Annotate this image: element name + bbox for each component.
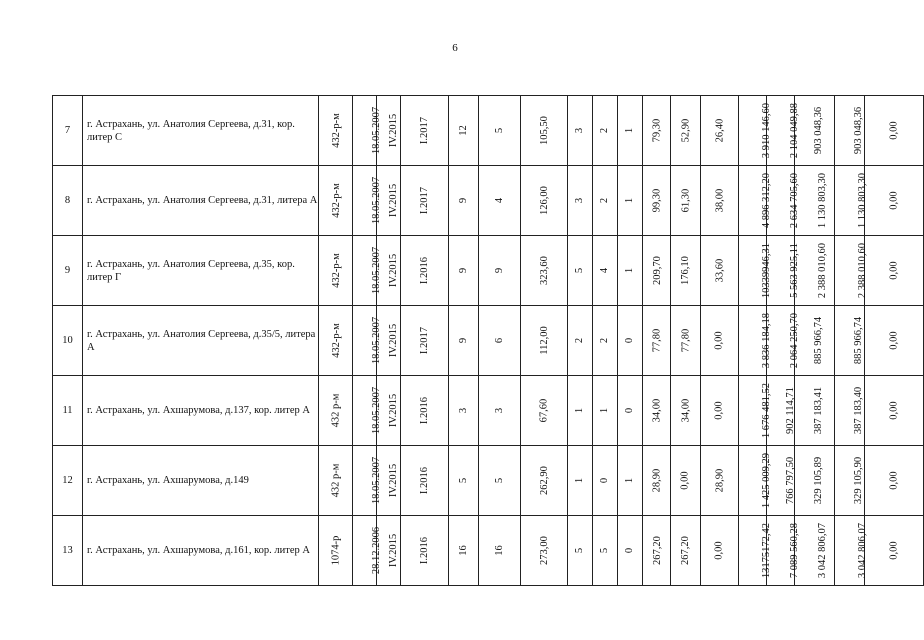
decree-number	[319, 306, 353, 376]
cost-other-text: 0,00	[888, 401, 900, 420]
decree-number-text: 432-р-м	[330, 183, 342, 218]
relocation-end-text: I.2016	[419, 536, 430, 565]
row-number: 12	[53, 446, 83, 516]
table-row	[53, 446, 924, 516]
decree-date	[353, 446, 383, 516]
living-area-municipal-text: 0,00	[680, 471, 691, 490]
apartments-total	[568, 306, 593, 376]
living-area-municipal-text: 61,30	[680, 188, 691, 213]
relocation-start-text: IV.2015	[388, 533, 400, 568]
housing-registry-table	[52, 95, 924, 586]
decree-date-text: 28.12.2006	[371, 526, 383, 575]
relocated-count-text: 9	[494, 267, 505, 274]
table-row	[53, 96, 924, 166]
living-area-private	[701, 516, 739, 586]
cost-region-text: 3 042 806,07	[817, 522, 829, 579]
row-number: 7	[53, 96, 83, 166]
total-area	[521, 96, 568, 166]
cost-region	[795, 376, 835, 446]
table-row	[53, 516, 924, 586]
apartments-municipal-text: 2	[599, 337, 611, 344]
relocated-count	[479, 446, 521, 516]
cost-total	[739, 236, 773, 306]
relocation-end-text: I.2017	[419, 186, 430, 215]
residents-count	[449, 306, 479, 376]
living-area-municipal-text: 267,20	[680, 536, 691, 565]
decree-date	[353, 236, 383, 306]
cost-fund-text: 2 104 049,88	[789, 102, 801, 159]
decree-number-text: 432-р-м	[330, 323, 342, 358]
total-area	[521, 376, 568, 446]
total-area-text: 323,60	[538, 256, 550, 285]
living-area-municipal	[671, 236, 701, 306]
relocated-count-text: 5	[494, 127, 505, 134]
living-area-private-text: 33,60	[714, 258, 725, 283]
relocation-start	[377, 376, 401, 446]
living-area-total	[643, 166, 671, 236]
living-area-private	[701, 446, 739, 516]
apartments-municipal	[593, 306, 618, 376]
cost-other	[865, 516, 924, 586]
cost-region-text: 387 183,41	[813, 386, 825, 435]
cost-municipal	[835, 236, 869, 306]
relocation-start-text: IV.2015	[388, 323, 400, 358]
relocation-start-text: IV.2015	[388, 183, 400, 218]
apartments-total	[568, 236, 593, 306]
living-area-private	[701, 236, 739, 306]
relocation-start-text: IV.2015	[388, 463, 400, 498]
page-number: 6	[452, 42, 458, 54]
decree-number-text: 432-р-м	[330, 113, 342, 148]
residents-count	[449, 376, 479, 446]
cost-fund-text: 2 064 250,70	[789, 312, 801, 369]
relocation-end	[401, 96, 449, 166]
cost-municipal	[835, 446, 865, 516]
total-area-text: 105,50	[538, 116, 550, 145]
decree-number-text: 432-р-м	[330, 253, 342, 288]
apartments-private-text: 0	[624, 547, 636, 554]
cost-total	[739, 446, 773, 516]
address-cell: г. Астрахань, ул. Ахшарумова, д.137, кор. литер А	[83, 376, 319, 446]
address-cell: г. Астрахань, ул. Анатолия Сергеева, д.31, кор. литер С	[83, 96, 319, 166]
apartments-municipal-text: 5	[599, 547, 611, 554]
decree-number	[319, 96, 353, 166]
apartments-total-text: 3	[574, 127, 586, 134]
relocation-end	[401, 166, 449, 236]
decree-date	[353, 516, 383, 586]
cost-other-text: 0,00	[888, 261, 900, 280]
total-area	[521, 166, 568, 236]
apartments-private	[618, 306, 643, 376]
cost-total-text: 13175172,42	[761, 522, 773, 579]
cost-municipal-text: 3 042 806,07	[857, 522, 869, 579]
living-area-total	[643, 446, 671, 516]
decree-number-text: 432 р-м	[330, 393, 342, 428]
living-area-municipal	[671, 96, 701, 166]
apartments-municipal-text: 4	[599, 267, 611, 274]
row-number: 9	[53, 236, 83, 306]
cost-municipal	[835, 306, 865, 376]
relocation-end-text: I.2016	[419, 256, 430, 285]
relocated-count-text: 5	[494, 477, 505, 484]
residents-count-text: 3	[458, 407, 469, 414]
table-row	[53, 376, 924, 446]
apartments-municipal	[593, 96, 618, 166]
relocated-count	[479, 236, 521, 306]
cost-total	[739, 516, 773, 586]
decree-date-text: 18.05.2007	[371, 246, 383, 295]
relocation-end-text: I.2017	[419, 326, 430, 355]
living-area-total	[643, 376, 671, 446]
apartments-total	[568, 96, 593, 166]
address-cell: г. Астрахань, ул. Ахшарумова, д.149	[83, 446, 319, 516]
apartments-private	[618, 446, 643, 516]
cost-other	[865, 236, 924, 306]
decree-date	[353, 166, 383, 236]
decree-number	[319, 376, 353, 446]
cost-fund-text: 7 089 560,28	[789, 522, 801, 579]
apartments-municipal-text: 0	[599, 477, 611, 484]
living-area-total	[643, 306, 671, 376]
apartments-private-text: 0	[624, 337, 636, 344]
decree-date	[353, 306, 383, 376]
living-area-total	[643, 236, 671, 306]
cost-municipal	[835, 516, 869, 586]
total-area-text: 273,00	[538, 536, 550, 565]
relocated-count	[479, 516, 521, 586]
cost-total	[739, 376, 773, 446]
relocation-start	[377, 306, 401, 376]
cost-fund	[767, 376, 795, 446]
living-area-municipal-text: 77,80	[680, 328, 691, 353]
apartments-private	[618, 96, 643, 166]
row-number: 13	[53, 516, 83, 586]
relocated-count	[479, 376, 521, 446]
apartments-private-text: 0	[624, 407, 636, 414]
total-area	[521, 516, 568, 586]
living-area-private	[701, 306, 739, 376]
row-number: 8	[53, 166, 83, 236]
apartments-total	[568, 166, 593, 236]
cost-total-text: 3 836 184,18	[761, 312, 773, 369]
living-area-private-text: 26,40	[714, 118, 725, 143]
apartments-total-text: 5	[574, 267, 586, 274]
apartments-private	[618, 376, 643, 446]
living-area-total-text: 99,30	[651, 188, 662, 213]
cost-total-text: 3 910 146,60	[761, 102, 773, 159]
living-area-total	[643, 96, 671, 166]
living-area-total-text: 209,70	[651, 256, 663, 285]
total-area-text: 67,60	[538, 398, 550, 423]
relocation-end	[401, 236, 449, 306]
row-number: 10	[53, 306, 83, 376]
cost-other	[865, 446, 924, 516]
living-area-private	[701, 376, 739, 446]
cost-other-text: 0,00	[888, 121, 900, 140]
apartments-private-text: 1	[624, 197, 636, 204]
relocation-end	[401, 306, 449, 376]
address-cell: г. Астрахань, ул. Анатолия Сергеева, д.31, литера А	[83, 166, 319, 236]
apartments-private-text: 1	[624, 127, 636, 134]
address-cell: г. Астрахань, ул. Ахшарумова, д.161, кор. литер А	[83, 516, 319, 586]
relocated-count-text: 16	[494, 545, 505, 556]
living-area-municipal	[671, 376, 701, 446]
decree-date-text: 18.05.2007	[371, 106, 383, 155]
relocation-start	[377, 446, 401, 516]
total-area-text: 262,90	[538, 466, 550, 495]
cost-fund	[767, 446, 795, 516]
cost-region	[795, 446, 835, 516]
cost-other	[865, 306, 924, 376]
cost-municipal-text: 329 105,90	[853, 456, 865, 505]
apartments-municipal-text: 2	[599, 197, 611, 204]
living-area-private	[701, 96, 739, 166]
cost-municipal-text: 1 130 803,30	[857, 172, 869, 229]
living-area-total-text: 34,00	[651, 398, 662, 423]
table-row	[53, 166, 924, 236]
relocation-start	[377, 236, 401, 306]
cost-region-text: 329 105,89	[813, 456, 825, 505]
residents-count-text: 9	[458, 267, 469, 274]
living-area-total-text: 267,20	[651, 536, 663, 565]
relocation-start	[377, 166, 401, 236]
decree-date-text: 18.05.2007	[371, 176, 383, 225]
cost-other	[865, 166, 924, 236]
living-area-municipal-text: 34,00	[680, 398, 691, 423]
relocation-start	[377, 96, 401, 166]
relocated-count	[479, 166, 521, 236]
relocated-count	[479, 96, 521, 166]
apartments-municipal	[593, 236, 618, 306]
decree-number	[319, 446, 353, 516]
living-area-total-text: 79,30	[651, 118, 662, 143]
cost-fund-text: 902 114,71	[784, 387, 796, 434]
apartments-private-text: 1	[624, 267, 636, 274]
cost-fund-text: 766 797,50	[785, 456, 797, 505]
cost-region-text: 885 966,74	[813, 316, 825, 365]
total-area	[521, 306, 568, 376]
apartments-total	[568, 516, 593, 586]
relocated-count	[479, 306, 521, 376]
decree-date	[353, 96, 383, 166]
living-area-municipal	[671, 446, 701, 516]
residents-count	[449, 236, 479, 306]
total-area-text: 126,00	[538, 186, 550, 215]
address-cell: г. Астрахань, ул. Анатолия Сергеева, д.35, кор. литер Г	[83, 236, 319, 306]
decree-number-text: 1074-р	[330, 535, 341, 566]
cost-other-text: 0,00	[888, 471, 900, 490]
decree-date	[353, 376, 383, 446]
apartments-total-text: 1	[574, 407, 586, 414]
living-area-total-text: 28,90	[651, 468, 662, 493]
residents-count	[449, 516, 479, 586]
residents-count	[449, 166, 479, 236]
cost-municipal-text: 885 966,74	[853, 316, 865, 365]
table-row	[53, 236, 924, 306]
cost-fund	[767, 96, 801, 166]
decree-date-text: 18.05.2007	[371, 316, 383, 365]
cost-fund	[767, 516, 801, 586]
relocation-start-text: IV.2015	[388, 393, 400, 428]
apartments-total	[568, 446, 593, 516]
decree-number	[319, 166, 353, 236]
total-area	[521, 236, 568, 306]
living-area-private	[701, 166, 739, 236]
cost-fund-text: 2 634 705,60	[789, 172, 801, 229]
apartments-private	[618, 236, 643, 306]
cost-total	[739, 96, 773, 166]
cost-region	[795, 166, 835, 236]
cost-total-text: 1 676 481,52	[761, 382, 773, 439]
relocation-end-text: I.2017	[419, 116, 430, 145]
living-area-private-text: 0,00	[714, 331, 725, 350]
cost-other	[865, 376, 924, 446]
apartments-municipal	[593, 166, 618, 236]
cost-total	[739, 306, 773, 376]
total-area	[521, 446, 568, 516]
relocation-start-text: IV.2015	[388, 253, 400, 288]
living-area-private-text: 28,90	[714, 468, 725, 493]
residents-count-text: 12	[458, 125, 469, 136]
living-area-total-text: 77,80	[651, 328, 662, 353]
cost-municipal	[835, 376, 865, 446]
cost-region	[795, 306, 835, 376]
residents-count	[449, 96, 479, 166]
residents-count-text: 5	[458, 477, 469, 484]
residents-count-text: 9	[458, 197, 469, 204]
cost-other	[865, 96, 924, 166]
apartments-municipal-text: 2	[599, 127, 611, 134]
apartments-municipal	[593, 376, 618, 446]
living-area-municipal	[671, 306, 701, 376]
apartments-total-text: 5	[574, 547, 586, 554]
cost-region-text: 2 388 010,60	[817, 242, 829, 299]
cost-region-text: 1 130 803,30	[817, 172, 829, 229]
relocation-end	[401, 446, 449, 516]
residents-count	[449, 446, 479, 516]
living-area-private-text: 0,00	[714, 401, 725, 420]
relocation-end	[401, 516, 449, 586]
decree-number	[319, 516, 353, 586]
relocated-count-text: 3	[494, 407, 505, 414]
cost-fund	[767, 306, 801, 376]
cost-municipal	[835, 96, 865, 166]
living-area-municipal-text: 52,90	[680, 118, 691, 143]
relocated-count-text: 4	[494, 197, 505, 204]
decree-date-text: 18.05.2007	[371, 386, 383, 435]
cost-fund-text: 5 563 925,11	[788, 243, 800, 298]
apartments-municipal	[593, 446, 618, 516]
apartments-private-text: 1	[624, 477, 636, 484]
cost-municipal-text: 387 183,40	[853, 386, 865, 435]
apartments-total-text: 3	[574, 197, 586, 204]
living-area-private-text: 0,00	[714, 541, 725, 560]
apartments-municipal	[593, 516, 618, 586]
relocation-end-text: I.2016	[419, 466, 430, 495]
relocation-end-text: I.2016	[419, 396, 430, 425]
cost-total-text: 1 425 009,29	[761, 452, 773, 509]
cost-other-text: 0,00	[888, 331, 900, 350]
living-area-municipal	[671, 166, 701, 236]
decree-number-text: 432 р-м	[330, 463, 342, 498]
row-number: 11	[53, 376, 83, 446]
cost-other-text: 0,00	[888, 541, 900, 560]
residents-count-text: 9	[458, 337, 469, 344]
cost-municipal	[835, 166, 869, 236]
living-area-total	[643, 516, 671, 586]
apartments-total-text: 1	[574, 477, 586, 484]
cost-region-text: 903 048,36	[813, 106, 825, 155]
apartments-private	[618, 516, 643, 586]
cost-municipal-text: 903 048,36	[853, 106, 865, 155]
apartments-total	[568, 376, 593, 446]
cost-region	[795, 96, 835, 166]
residents-count-text: 16	[458, 545, 469, 556]
cost-region	[795, 516, 835, 586]
decree-number	[319, 236, 353, 306]
apartments-municipal-text: 1	[599, 407, 611, 414]
relocation-start	[377, 516, 401, 586]
apartments-private	[618, 166, 643, 236]
cost-other-text: 0,00	[888, 191, 900, 210]
relocation-start-text: IV.2015	[388, 113, 400, 148]
cost-total-text: 4 896 312,20	[761, 172, 773, 229]
decree-date-text: 18.05.2007	[371, 456, 383, 505]
living-area-municipal	[671, 516, 701, 586]
address-cell: г. Астрахань, ул. Анатолия Сергеева, д.35/5, литера А	[83, 306, 319, 376]
cost-region	[795, 236, 835, 306]
table-row	[53, 306, 924, 376]
cost-fund	[767, 166, 801, 236]
cost-fund	[767, 236, 800, 306]
apartments-total-text: 2	[574, 337, 586, 344]
cost-municipal-text: 2 388 010,60	[857, 242, 869, 299]
living-area-municipal-text: 176,10	[680, 256, 691, 285]
relocated-count-text: 6	[494, 337, 505, 344]
total-area-text: 112,00	[538, 326, 550, 355]
cost-total-text: 10339946,31	[761, 242, 773, 299]
relocation-end	[401, 376, 449, 446]
cost-total	[739, 166, 773, 236]
living-area-private-text: 38,00	[714, 188, 725, 213]
